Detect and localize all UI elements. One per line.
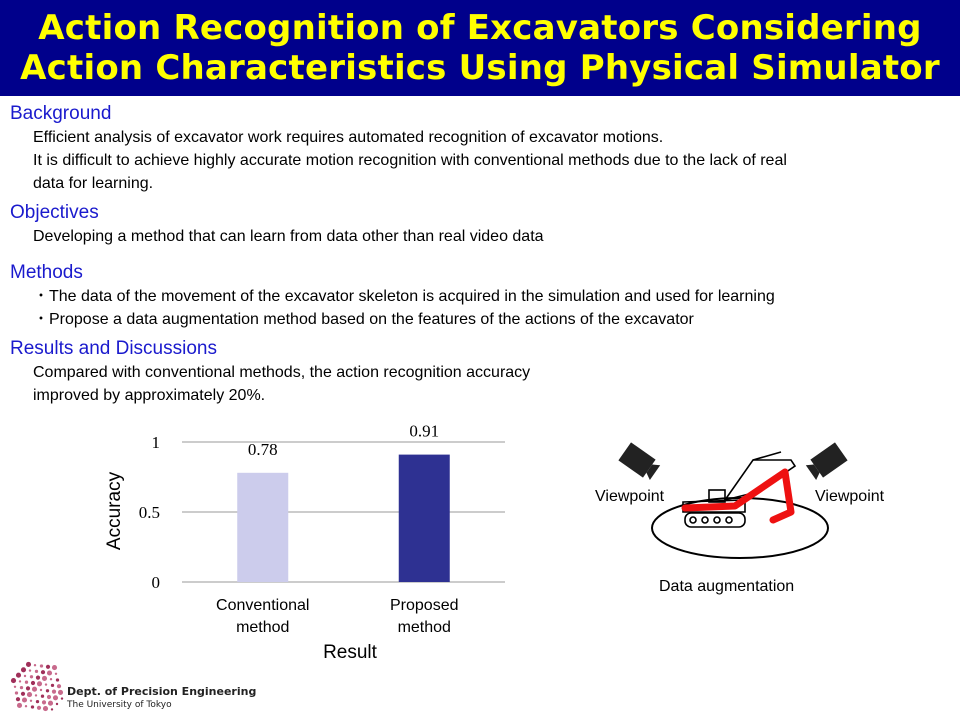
logo-university-name: The University of Tokyo <box>67 700 172 710</box>
viewpoint-right-label: Viewpoint <box>815 488 885 505</box>
data-label-0: 0.78 <box>247 439 278 459</box>
category-label-1-1: method <box>397 619 451 636</box>
background-line-3: data for learning. <box>33 175 154 192</box>
y-tick-label-1: 0.5 <box>138 503 160 522</box>
chart-gridlines <box>182 439 505 582</box>
methods-line-2: ・Propose a data augmentation method based on the features of the actions of the excavator <box>33 311 694 328</box>
viewpoint-left-label: Viewpoint <box>595 488 665 505</box>
title-line-1: Action Recognition of Excavators Considering <box>38 8 922 48</box>
y-tick-label-2: 1 <box>151 433 160 452</box>
results-heading: Results and Discussions <box>10 338 217 359</box>
y-tick-label-0: 0 <box>151 573 160 592</box>
bar-conventional <box>237 473 288 582</box>
background-line-1: Efficient analysis of excavator work requires automated recognition of excavator motions. <box>33 129 664 146</box>
y-axis-title: Accuracy <box>104 471 125 551</box>
accuracy-bar-chart <box>90 425 530 665</box>
title-line-2: Action Characteristics Using Physical Simulator <box>20 48 940 88</box>
bar-proposed <box>399 455 450 582</box>
ground-ellipse <box>652 498 828 558</box>
dot-grid-logo-icon <box>5 658 65 714</box>
category-label-1-0: Proposed <box>390 597 459 614</box>
methods-heading: Methods <box>10 262 83 283</box>
title-banner <box>0 0 960 96</box>
department-logo <box>5 658 257 716</box>
logo-department-name: Dept. of Precision Engineering <box>67 685 257 698</box>
results-line-1: Compared with conventional methods, the action recognition accuracy <box>33 364 531 381</box>
camera-right-icon <box>805 442 848 481</box>
category-label-0-0: Conventional <box>216 597 310 614</box>
results-line-2: improved by approximately 20%. <box>33 387 266 404</box>
objectives-line-1: Developing a method that can learn from data other than real video data <box>33 228 544 245</box>
illustration-caption: Data augmentation <box>659 578 795 595</box>
data-label-1: 0.91 <box>409 425 440 441</box>
camera-left-icon <box>618 442 661 481</box>
methods-line-1: ・The data of the movement of the excavator skeleton is acquired in the simulation and used for learning <box>33 288 775 305</box>
x-axis-title: Result <box>323 642 377 663</box>
objectives-heading: Objectives <box>10 202 99 223</box>
background-line-2: It is difficult to achieve highly accurate motion recognition with conventional methods due to the lack of real <box>33 152 787 169</box>
chart-bars <box>237 455 450 582</box>
category-label-0-1: method <box>236 619 290 636</box>
background-heading: Background <box>10 103 112 124</box>
